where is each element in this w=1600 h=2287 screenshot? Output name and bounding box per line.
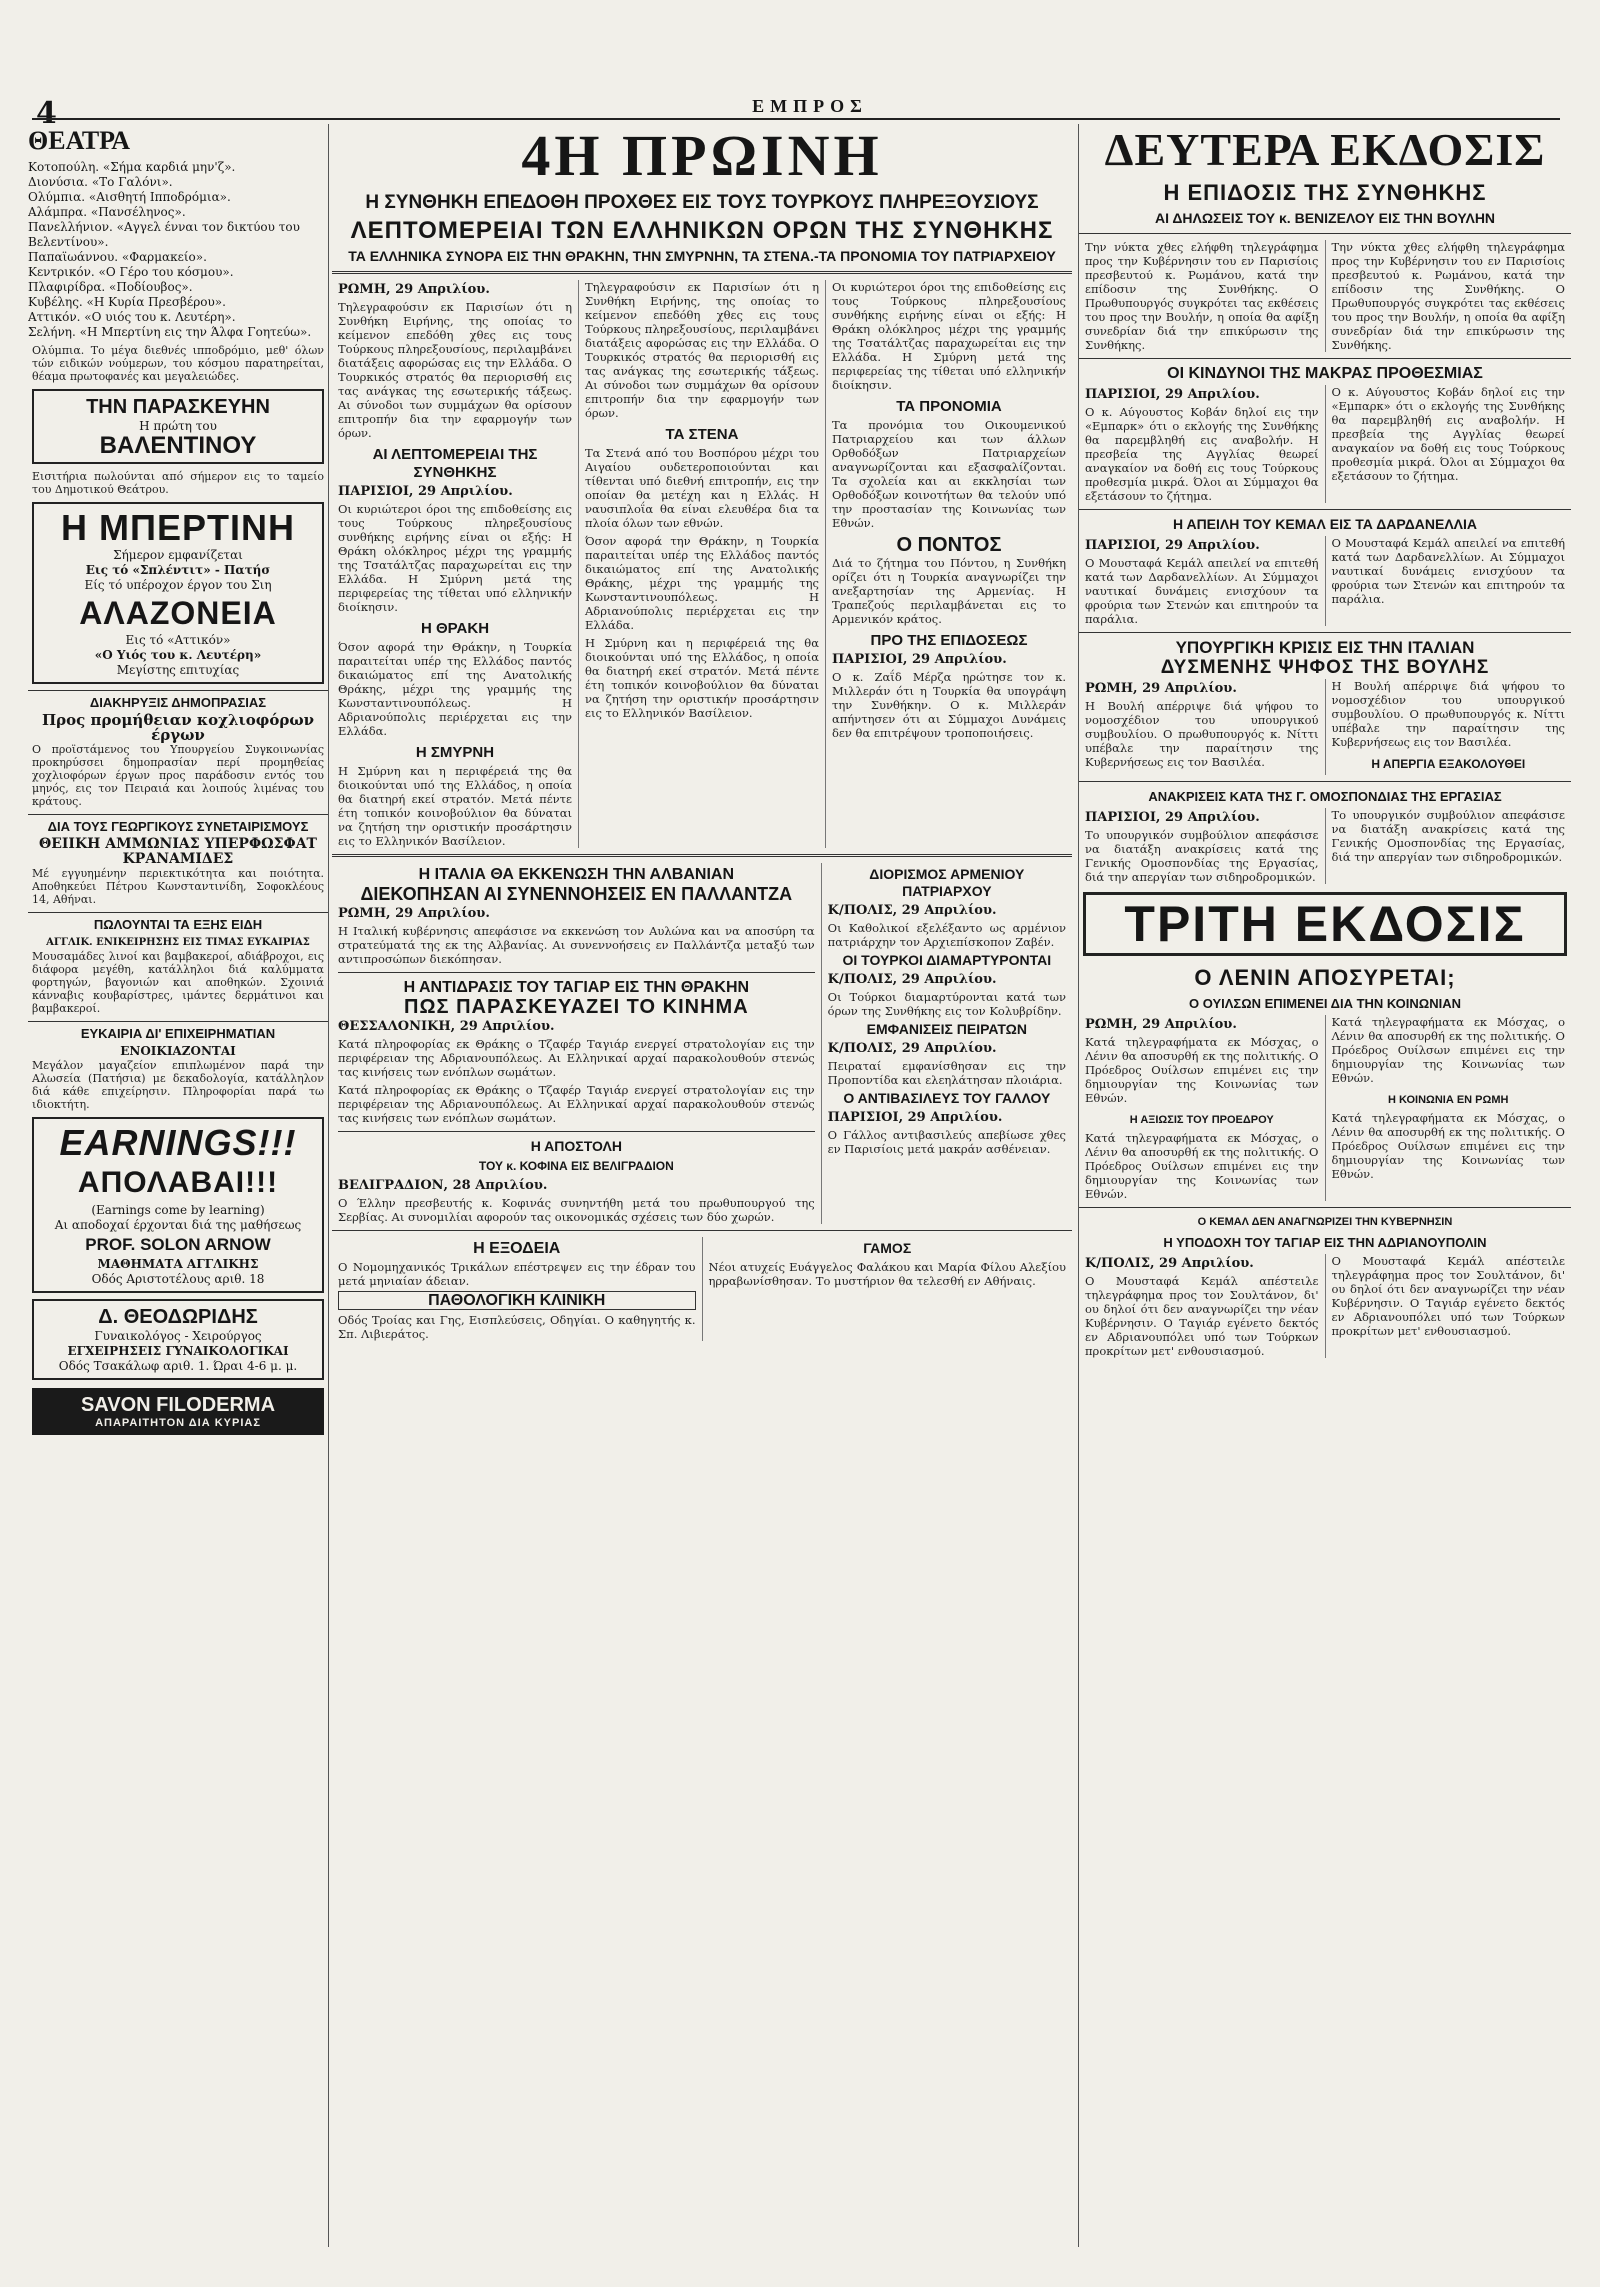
earnings-ad <box>32 1117 324 1293</box>
lenin-col-1 <box>1079 1015 1325 1201</box>
rent-text: Μεγάλον μαγαζείον επιπλωμένον παρά την Αλωσεία (Πατήσια) με δεκαδολογία, κατάλληλον διά κάθε επιχείρησιν. Πληροφορίαι παρά τω ιδιοκτήτη. <box>32 1059 324 1111</box>
theatre-line: Κοτοπούλη. «Σήμα καρδιά μην'ζ». <box>28 160 236 174</box>
theodoridis-sub2: ΕΓΧΕΙΡΗΣΕΙΣ ΓΥΝΑΙΚΟΛΟΓΙΚΑΙ <box>67 1344 289 1358</box>
italy-col-1 <box>1079 679 1325 775</box>
article-text: Οδός Τροίας και Γης, Εισπλεύσεις, Οδηγίαι. Ο καθηγητής κ. Σπ. Λιβιεράτος. <box>338 1313 696 1341</box>
rule <box>1079 358 1571 359</box>
theatre-line: Παπαϊωάννου. «Φαρμακείο». <box>28 250 207 264</box>
theatre-line: Κυβέλης. «Η Κυρία Πρεσβέρου». <box>28 295 226 309</box>
masthead-title: ΕΜΠΡΟΣ <box>752 96 868 116</box>
theatre-line: Πλαφιρίδρα. «Ποδίουβος». <box>28 280 193 294</box>
dateline: ΠΑΡΙΣΙΟΙ, 29 Απριλίου. <box>827 1110 1003 1125</box>
savon-title: SAVON FILODERMA <box>80 1394 276 1416</box>
article-text: Όσον αφορά την Θράκην, η Τουρκία παραιτείται υπέρ της Ελλάδος παντός δικαιώματος επί της Ανατολικής Θράκης, μέχρι της γραμμής της Κωνσταντινουπόλεως. Η Αδριανούπολις περιέρχεται εις την Ελλάδα. <box>338 640 572 738</box>
article-text: Τηλεγραφούσιν εκ Παρισίων ότι η Συνθήκη Ειρήνης, της οποίας το κείμενον επεδόθη χθες εις τους Τούρκους πληρεξουσίους, περιλαμβάνει διατάξεις αφορώσας εις την Ελλάδα. Ο Τουρκικός στρατός θα περιορισθή εις τας ανάγκας της εσωτερικής τάξεως. Αι σύνοδοι των συμμάχων θα ορίσουν επιτροπήν δια την εφαρμογήν των όρων. <box>338 300 572 440</box>
headline-kemal-threat: Η ΑΠΕΙΛΗ ΤΟΥ ΚΕΜΑΛ ΕΙΣ ΤΑ ΔΑΡΔΑΝΕΛΛΙΑ <box>1172 516 1478 532</box>
rule <box>1079 1207 1571 1208</box>
headline-wilson: Ο ΟΥΙΛΣΩΝ ΕΠΙΜΕΝΕΙ ΔΙΑ ΤΗΝ ΚΟΙΝΩΝΙΑΝ <box>1188 996 1461 1011</box>
bertini-title: Η ΜΠΕΡΤΙΝΗ <box>61 507 295 548</box>
venizelos-article <box>1079 240 1571 352</box>
venizelos-col-2 <box>1325 240 1572 352</box>
article-text: Κατά τηλεγραφήματα εκ Μόσχας, ο Λένιν θα αποσυρθή εκ της πολιτικής. Ο Πρόεδρος Ουίλσων επιμένει εις την δημιουργίαν της Κοινωνίας των Εθνών. <box>1085 1035 1319 1105</box>
theodoridis-address: Οδός Τσακάλωφ αριθ. 1. Ώραι 4-6 μ. μ. <box>58 1359 298 1373</box>
lower-articles <box>332 863 1072 1224</box>
arnow-sub: ΜΑΘΗΜΑΤΑ ΑΓΓΛΙΚΗΣ <box>97 1257 259 1271</box>
valentino-name: ΒΑΛΕΝΤΙΝΟΥ <box>99 432 257 459</box>
venizelos-col-1 <box>1079 240 1325 352</box>
cooperatives-products: ΘΕΙΙΚΗ ΑΜΜΩΝΙΑΣ ΥΠΕΡΦΩΣΦΑΤ ΚΡΑΝΑΜΙΔΕΣ <box>39 836 317 867</box>
cooperatives-text: Μέ εγγυημένην περιεκτικότητα και ποιότητα. Αποθηκεύει Πέτρου Κωνσταντινίδη, Σοφοκλέους 14, Αθήναι. <box>32 867 324 906</box>
valentino-heading: ΤΗΝ ΠΑΡΑΣΚΕΥΗΝ <box>86 396 270 418</box>
rule <box>332 271 1072 274</box>
article-text: Κατά πληροφορίας εκ Θράκης ο Τζαφέρ Ταγιάρ ενεργεί στρατολογίαν εις την περιφέρειαν της Αδριανουπόλεως. Αι Ελληνικαί αρχαί παρακολουθούν στενώς τας κινήσεις των ενόπλων σωμάτων. <box>338 1037 815 1079</box>
danger-col-2 <box>1325 385 1572 503</box>
italy-col-2 <box>1325 679 1572 775</box>
lower-right <box>821 863 1072 1224</box>
theatre-list <box>28 160 328 340</box>
headline-venizelos: ΑΙ ΔΗΛΩΣΕΙΣ ΤΟΥ κ. ΒΕΝΙΖΕΛΟΥ ΕΙΣ ΤΗΝ ΒΟΥΛΗΝ <box>1154 210 1496 226</box>
article-text: Κατά τηλεγραφήματα εκ Μόσχας, ο Λένιν θα αποσυρθή εκ της πολιτικής. Ο Πρόεδρος Ουίλσων επιμένει εις την δημιουργίαν της Κοινωνίας των Εθνών. <box>1331 1015 1565 1085</box>
masthead-rule <box>32 118 1560 120</box>
article-text: Οι Τούρκοι διαμαρτύρονται κατά των όρων της Συνθήκης εις τον Κολυβρίδην. <box>827 990 1066 1018</box>
theatre-line: Ολύμπια. «Αισθητή Ιπποδρόμια». <box>28 190 231 204</box>
theatre-heading: ΘΕΑΤΡΑ <box>28 126 130 155</box>
second-edition-banner: ΔΕΥΤΕΡΑ ΕΚΔΟΣΙΣ <box>1104 124 1546 175</box>
rent-subhead: ΕΝΟΙΚΙΑΖΟΝΤΑΙ <box>120 1044 236 1058</box>
theatre-line: Διονύσια. «Το Γαλόνι». <box>28 175 173 189</box>
section-heading: ΠΡΟ ΤΗΣ ΕΠΙΔΟΣΕΩΣ <box>870 632 1028 649</box>
lower-left <box>332 863 821 1224</box>
dateline: ΒΕΛΙΓΡΑΔΙΟΝ, 28 Απριλίου. <box>338 1178 548 1193</box>
alazoneia-line: «Ο Υιός του κ. Λευτέρη» <box>94 648 262 662</box>
edition-banner: 4Η ΠΡΩΙΝΗ <box>521 124 883 188</box>
theatre-line: Πανελλήνιον. «Αγγελ ένναι τον δικτύου του Βελεντίνου». <box>28 220 300 249</box>
dateline: Κ/ΠΟΛΙΣ, 29 Απριλίου. <box>827 972 997 987</box>
dateline: ΡΩΜΗ, 29 Απριλίου. <box>338 906 490 921</box>
article-text: Ο Νομομηχανικός Τρικάλων επέστρεψεν εις την έδραν του μετά μηνιαίαν άδειαν. <box>338 1260 696 1288</box>
bertini-ad <box>32 502 324 684</box>
article-columns <box>332 280 1072 848</box>
article-text: Τηλεγραφούσιν εκ Παρισίων ότι η Συνθήκη Ειρήνης, της οποίας το κείμενον επεδόθη χθες εις τους Τούρκους πληρεξουσίους, περιλαμβάνει διατάξεις αφορώσας εις την Ελλάδα. Ο Τουρκικός στρατός θα περιορισθή εις τας ανάγκας της εσωτερικής τάξεως. Αι σύνοδοι των συμμάχων θα ορίσουν επιτροπήν δια την εφαρμογήν των όρων. <box>585 280 819 420</box>
section-heading: ΤΑ ΣΤΕΝΑ <box>665 426 739 443</box>
article-text: Κατά πληροφορίας εκ Θράκης ο Τζαφέρ Ταγιάρ ενεργεί στρατολογίαν εις την περιφέρειαν της Αδριανουπόλεως. Αι Ελληνικαί αρχαί παρακολουθούν στενώς τας κινήσεις των ενόπλων σωμάτων. <box>338 1083 815 1125</box>
article-text: Τα προνόμια του Οικουμενικού Πατριαρχείου και των άλλων Ορθοδόξων Πατριαρχείων αναγνωρίζονται και εξασφαλίζονται. Τα σχολεία και αι εκκλησίαι των Ορθοδόξων κοινοτήτων θα τελούν υπό την προστασίαν της Κοινωνίας των Εθνών. <box>832 418 1066 530</box>
savon-ad <box>32 1388 324 1435</box>
article-text: Νέοι ατυχείς Ευάγγελος Φαλάκου και Μαρία Φίλου Αλεξίου ηρραβωνίσθησαν. Το μυστήριον θα τελεσθή εν Αθήναις. <box>708 1260 1066 1288</box>
headline-lenin: Ο ΛΕΝΙΝ ΑΠΟΣΥΡΕΤΑΙ; <box>1194 965 1456 990</box>
notices-left <box>332 1237 702 1341</box>
danger-article <box>1079 385 1571 503</box>
bertini-line: Σήμερον εμφανίζεται <box>113 548 243 562</box>
article-text: Η Σμύρνη και η περιφέρειά της θα διοικούνται υπό της Ελλάδος, η οποία θα διατηρή εκεί στρατόν. Μετά πέντε έτη τοπικόν κοινοβούλιον θα δύναται να ζητήση την οριστικήν προσάρτησιν εις το Ελληνικόν Βασίλειον. <box>585 636 819 720</box>
labor-article <box>1079 808 1571 884</box>
headline-anti: Ο ΑΝΤΙΒΑΣΙΛΕΥΣ ΤΟΥ ΓΑΛΛΟΥ <box>843 1090 1051 1106</box>
rule <box>332 1230 1072 1231</box>
auction-heading: ΔΙΑΚΗΡΥΞΙΣ ΔΗΜΟΠΡΑΣΙΑΣ <box>28 690 328 711</box>
headline-danger: ΟΙ ΚΙΝΔΥΝΟΙ ΤΗΣ ΜΑΚΡΑΣ ΠΡΟΘΕΣΜΙΑΣ <box>1167 365 1483 382</box>
cooperatives-heading: ΔΙΑ ΤΟΥΣ ΓΕΩΡΓΙΚΟΥΣ ΣΥΝΕΤΑΙΡΙΣΜΟΥΣ <box>28 814 328 835</box>
headline-borders: ΤΑ ΕΛΛΗΝΙΚΑ ΣΥΝΟΡΑ ΕΙΣ ΤΗΝ ΘΡΑΚΗΝ, ΤΗΝ ΣΜΥΡΝΗΝ, ΤΑ ΣΤΕΝΑ.-ΤΑ ΠΡΟΝΟΜΙΑ ΤΟΥ ΠΑΤΡΙΑΡΧΕΙΟΥ <box>348 248 1056 264</box>
sales-heading: ΠΩΛΟΥΝΤΑΙ ΤΑ ΕΞΗΣ ΕΙΔΗ <box>28 912 328 933</box>
rule <box>332 854 1072 857</box>
article-text: Οι Καθολικοί εξελέξαντο ως αρμένιον πατριάρχην τον Αρχιεπίσκοπον Ζαβέν. <box>827 921 1066 949</box>
rule <box>1079 632 1571 633</box>
labor-col-1 <box>1079 808 1325 884</box>
article-text: Τα Στενά από του Βοσπόρου μέχρι του Αιγαίου ουδετεροποιούνται και τίθενται υπό διεθνή επιτροπήν, εις την οποίαν θα μετέχη και η Ελλάς. Η ναυσιπλοΐα θα είναι ελευθέρα δια τα πλοία όλων των εθνών. <box>585 446 819 530</box>
section-heading: Η ΑΞΙΩΣΙΣ ΤΟΥ ΠΡΟΕΔΡΟΥ <box>1129 1114 1274 1126</box>
dateline: Κ/ΠΟΛΙΣ, 29 Απριλίου. <box>827 903 997 918</box>
headline-patriarch: ΔΙΟΡΙΣΜΟΣ ΑΡΜΕΝΙΟΥ ΠΑΤΡΙΑΡΧΟΥ <box>869 866 1025 899</box>
dateline: ΡΩΜΗ, 29 Απριλίου. <box>338 282 490 297</box>
article-text: Ο Μουσταφά Κεμάλ απέστειλε τηλεγράφημα προς τον Σουλτάνον, δι' ου δηλοί ότι δεν αναγνωρίζει την νέαν Κυβέρνησιν. Ο Ταγιάρ εγένετο δεκτός εν Αδριανουπόλει υπό των Τούρκων προκρίτων μετ' ενθουσιασμού. <box>1085 1274 1319 1358</box>
reception-article <box>1079 1254 1571 1358</box>
valentino-sub: Η πρώτη του <box>139 419 217 433</box>
dateline: ΠΑΡΙΣΙΟΙ, 29 Απριλίου. <box>338 484 513 499</box>
alazoneia-line: Μεγίστης επιτυχίας <box>116 663 240 677</box>
article-text: Η Ιταλική κυβέρνησις απεφάσισε να εκκενώση τον Αυλώνα και να αποσύρη τα στρατεύματά της εκ της Αλβανίας. Αι συνεννοήσεις εν Παλλάντζα μεταξύ των αντιπροσώπων διεκόπησαν. <box>338 924 815 966</box>
headline-mission-sub: ΤΟΥ κ. ΚΟΦΙΝΑ ΕΙΣ ΒΕΛΙΓΡΑΔΙΟΝ <box>478 1159 674 1173</box>
headline-turks-protest: ΟΙ ΤΟΥΡΚΟΙ ΔΙΑΜΑΡΤΥΡΟΝΤΑΙ <box>842 952 1052 968</box>
article-text: Ο κ. Αύγουστος Κοβάν δηλοί εις την «Εμπαρκ» ότι ο εκλογής της Συνθήκης θα παρεμβληθή εις αναβολήν. Η πρεσβεία της Αγγλίας θεωρεί αναγκαίον να δοθή εις τους Τούρκους προθεσμία μικρά. Όλοι αι Σύμμαχοι θα εξετάσουν το ζήτημα. <box>1331 385 1565 483</box>
dateline: ΠΑΡΙΣΙΟΙ, 29 Απριλίου. <box>1085 387 1260 402</box>
auction-subhead: Προς προμήθειαν κοχλιοφόρων έργων <box>41 711 315 744</box>
article-text: Διά το ζήτημα του Πόντου, η Συνθήκη ορίζει ότι η Τουρκία αναγνωρίζει την ανεξαρτησίαν της Αρμενίας. Η Τραπεζούς περιλαμβάνεται εις το Αρμενικόν κράτος. <box>832 556 1066 626</box>
headline-pallanza: ΔΙΕΚΟΠΗΣΑΝ ΑΙ ΣΥΝΕΝΝΟΗΣΕΙΣ ΕΝ ΠΑΛΛΑΝΤΖΑ <box>360 884 793 904</box>
savon-sub: ΑΠΑΡΑΙΤΗΤΟΝ ΔΙΑ ΚΥΡΙΑΣ <box>95 1417 261 1429</box>
third-edition-banner <box>1083 892 1567 956</box>
italy-article <box>1079 679 1571 775</box>
article-text: Ο Μουσταφά Κεμάλ απειλεί να επιτεθή κατά των Δαρδανελλίων. Αι Σύμμαχοι ναυτικαί δυνάμεις ενισχύουν τα φρούρια των Στενών και επιτηρούν τα παράλια. <box>1331 536 1565 606</box>
olympia-note: Ολύμπια. Το μέγα διεθνές ιπποδρόμιο, μεθ' όλων τών ειδικών νούμερων, του κόσμου παρατηρείται, θέαμα πρωτοφανές και μεγαλειώδες. <box>32 344 324 383</box>
bertini-line: Είς τό υπέροχον έργον του Σιη <box>84 578 272 592</box>
article-text: Η Βουλή απέρριψε διά ψήφου το νομοσχέδιον του υπουργικού συμβουλίου. Ο πρωθυπουργός κ. Νίττι υπέβαλε την παραίτησιν της Κυβερνήσεως εις τον Βασιλέα. <box>1085 699 1319 769</box>
dateline: ΡΩΜΗ, 29 Απριλίου. <box>1085 1017 1237 1032</box>
article-text: Οι κυριώτεροι όροι της επιδοθείσης εις τους Τούρκους πληρεξουσίους συνθήκης ειρήνης είναι οι εξής: Η Θράκη ολόκληρος μέχρι της γραμμής της Τσατάλτζας παραχωρείται εις την Ελλάδα. Η Σμύρνη μετά της περιφερείας της τίθεται υπό ελληνικήν διοίκησιν. <box>832 280 1066 392</box>
dateline: Κ/ΠΟΛΙΣ, 29 Απριλίου. <box>1085 1256 1254 1271</box>
section-heading: Η ΘΡΑΚΗ <box>420 620 490 637</box>
article-text: Κατά τηλεγραφήματα εκ Μόσχας, ο Λένιν θα αποσυρθή εκ της πολιτικής. Ο Πρόεδρος Ουίλσων επιμένει εις την δημιουργίαν της Κοινωνίας των Εθνών. <box>1085 1131 1319 1201</box>
left-column <box>28 124 329 2247</box>
article-text: Η Σμύρνη και η περιφέρειά της θα διοικούνται υπό της Ελλάδος, η οποία θα διατηρή εκεί στρατόν. Μετά πέντε έτη τοπικόν κοινοβούλιον θα δύναται να ζητήση την οριστικήν προσάρτησιν εις το Ελληνικόν Βασίλειον. <box>338 764 572 848</box>
earnings-title: EARNINGS!!! <box>59 1122 297 1163</box>
theodoridis-sub: Γυναικολόγος - Χειρούργος <box>94 1329 262 1343</box>
dateline: ΠΑΡΙΣΙΟΙ, 29 Απριλίου. <box>1085 538 1260 553</box>
theatre-line: Κεντρικόν. «Ο Γέρο του κόσμου». <box>28 265 234 279</box>
section-heading: Η ΣΜΥΡΝΗ <box>415 744 495 761</box>
headline-italy-crisis: ΥΠΟΥΡΓΙΚΗ ΚΡΙΣΙΣ ΕΙΣ ΤΗΝ ΙΤΑΛΙΑΝ <box>1175 638 1475 657</box>
reception-col-1 <box>1079 1254 1325 1358</box>
labor-col-2 <box>1325 808 1572 884</box>
reception-col-2 <box>1325 1254 1572 1358</box>
theatre-line: Αλάμπρα. «Πανσέληνος». <box>28 205 186 219</box>
headline-marriage: ΓΑΜΟΣ <box>863 1240 912 1256</box>
dateline: ΡΩΜΗ, 29 Απριλίου. <box>1085 681 1237 696</box>
article-text: Κατά τηλεγραφήματα εκ Μόσχας, ο Λένιν θα αποσυρθή εκ της πολιτικής. Ο Πρόεδρος Ουίλσων επιμένει εις την δημιουργίαν της Κοινωνίας των Εθνών. <box>1331 1111 1565 1181</box>
headline-exodus: Η ΕΞΟΔΕΙΑ <box>473 1240 561 1257</box>
rule <box>338 1131 815 1132</box>
headline-treaty-delivered: Η ΣΥΝΘΗΚΗ ΕΠΕΔΟΘΗ ΠΡΟΧΘΕΣ ΕΙΣ ΤΟΥΣ ΤΟΥΡΚΟΥΣ ΠΛΗΡΕΞΟΥΣΙΟΥΣ <box>365 192 1039 213</box>
article-text: Η Βουλή απέρριψε διά ψήφου το νομοσχέδιον του υπουργικού συμβουλίου. Ο πρωθυπουργός κ. Νίττι υπέβαλε την παραίτησιν της Κυβερνήσεως εις τον Βασιλέα. <box>1331 679 1565 749</box>
headline-italy-vote: ΔΥΣΜΕΝΗΣ ΨΗΦΟΣ ΤΗΣ ΒΟΥΛΗΣ <box>1160 657 1490 678</box>
lenin-article <box>1079 1015 1571 1201</box>
bottom-notices <box>332 1237 1072 1341</box>
rule <box>1079 509 1571 510</box>
headline-tagiar: Η ΑΝΤΙΔΡΑΣΙΣ ΤΟΥ ΤΑΓΙΑΡ ΕΙΣ ΤΗΝ ΘΡΑΚΗΝ <box>403 979 750 996</box>
middle-column <box>332 124 1072 2247</box>
article-col-3 <box>825 280 1072 848</box>
article-col-2 <box>578 280 825 848</box>
dateline: Κ/ΠΟΛΙΣ, 29 Απριλίου. <box>827 1041 997 1056</box>
headline-treaty-delivery: Η ΕΠΙΔΟΣΙΣ ΤΗΣ ΣΥΝΘΗΚΗΣ <box>1163 180 1487 205</box>
article-text: Το υπουργικόν συμβούλιον απεφάσισε να διατάξη ανακρίσεις κατά της Γενικής Ομοσπονδίας της Εργασίας, διά την απεργίαν των σιδηροδρομικών. <box>1085 828 1319 884</box>
headline-albania: Η ΙΤΑΛΙΑ ΘΑ ΕΚΚΕΝΩΣΗ ΤΗΝ ΑΛΒΑΝΙΑΝ <box>418 866 734 883</box>
section-heading: Ο ΠΟΝΤΟΣ <box>896 534 1002 556</box>
article-text: Ο κ. Ζαΐδ Μέρζα ηρώτησε τον κ. Μιλλεράν ότι η Τουρκία θα υπογράψη την Συνθήκην. Ο κ. Μιλλεράν απήντησεν ότι αι Σύμμαχοι Δυνάμεις δεν θα επιτρέψουν τροποποιήσεις. <box>832 670 1066 740</box>
section-heading: Η ΑΠΕΡΓΙΑ ΕΞΑΚΟΛΟΥΘΕΙ <box>1371 757 1526 771</box>
headline-treaty-details: ΛΕΠΤΟΜΕΡΕΙΑΙ ΤΩΝ ΕΛΛΗΝΙΚΩΝ ΟΡΩΝ ΤΗΣ ΣΥΝΘΗΚΗΣ <box>350 217 1054 244</box>
article-text: Ο κ. Αύγουστος Κοβάν δηλοί εις την «Εμπαρκ» ότι ο εκλογής της Συνθήκης θα παρεμβληθή εις αναβολήν. Η πρεσβεία της Αγγλίας θεωρεί αναγκαίον να δοθή εις τους Τούρκους προθεσμία μικρά. Όλοι αι Σύμμαχοι θα εξετάσουν το ζήτημα. <box>1085 405 1319 503</box>
kemal-article <box>1079 536 1571 626</box>
headline-tagiar-reception: Η ΥΠΟΔΟΧΗ ΤΟΥ ΤΑΓΙΑΡ ΕΙΣ ΤΗΝ ΑΔΡΙΑΝΟΥΠΟΛΙΝ <box>1163 1235 1487 1250</box>
article-text: Ο Γάλλος αντιβασιλεύς απεβίωσε χθες εν Παρισίοις μετά μακράν ασθένειαν. <box>827 1128 1066 1156</box>
bertini-line: Εις τό «Σπλέντιτ» - Πατήσ <box>85 563 271 577</box>
arnow-name: PROF. SOLON ARNOW <box>85 1235 271 1254</box>
earnings-text: Αι αποδοχαί έρχονται διά της μαθήσεως <box>54 1218 302 1232</box>
article-text: Όσον αφορά την Θράκην, η Τουρκία παραιτείται υπέρ της Ελλάδος παντός δικαιώματος επί της Ανατολικής Θράκης, μέχρι της γραμμής της Κωνσταντινουπόλεως. Η Αδριανούπολις περιέρχεται εις την Ελλάδα. <box>585 534 819 632</box>
dateline: ΠΑΡΙΣΙΟΙ, 29 Απριλίου. <box>1085 810 1260 825</box>
sales-text: Μουσαμάδες λινοί και βαμβακεροί, αδιάβροχοι, εις διάφορα μεγέθη, κατάλληλοι διά καλύμματα φορτηγών, βαγονιών και αποθηκών. Σχοινιά κάνναβις κουβαρίστρες, ιμάντες δερμάτινοι και βαμβακεροί. <box>32 950 324 1015</box>
article-text: Ο Μουσταφά Κεμάλ απειλεί να επιτεθή κατά των Δαρδανελλίων. Αι Σύμμαχοι ναυτικαί δυνάμεις ενισχύουν τα φρούρια των Στενών και επιτηρούν τα παράλια. <box>1085 556 1319 626</box>
headline-kemal-government: Ο ΚΕΜΑΛ ΔΕΝ ΑΝΑΓΝΩΡΙΖΕΙ ΤΗΝ ΚΥΒΕΡΝΗΣΙΝ <box>1197 1216 1453 1228</box>
headline-tagiar-movement: ΠΩΣ ΠΑΡΑΣΚΕΥΑΖΕΙ ΤΟ ΚΙΝΗΜΑ <box>404 996 749 1018</box>
article-text: Ο Έλλην πρεσβευτής κ. Κοφινάς συνηντήθη μετά του πρωθυπουργού της Σερβίας. Αι συνομιλίαι αφορούν τας οικονομικάς σχέσεις των δύο χωρών. <box>338 1196 815 1224</box>
sales-subhead: ΑΓΓΛΙΚ. ΕΝΙΚΕΙΡΗΣΗΣ ΕΙΣ ΤΙΜΑΣ ΕΥΚΑΙΡΙΑΣ <box>46 937 310 948</box>
section-heading: ΑΙ ΛΕΠΤΟΜΕΡΕΙΑΙ ΤΗΣ ΣΥΝΘΗΚΗΣ <box>372 446 538 481</box>
arnow-address: Οδός Αριστοτέλους αριθ. 18 <box>91 1272 265 1286</box>
rent-heading: ΕΥΚΑΙΡΙΑ ΔΙ' ΕΠΙΧΕΙΡΗΜΑΤΙΑΝ <box>28 1021 328 1042</box>
dateline: ΠΑΡΙΣΙΟΙ, 29 Απριλίου. <box>832 652 1007 667</box>
notices-right <box>702 1237 1073 1341</box>
danger-col-1 <box>1079 385 1325 503</box>
headline-mission: Η ΑΠΟΣΤΟΛΗ <box>530 1138 622 1154</box>
lenin-col-2 <box>1325 1015 1572 1201</box>
article-text: Την νύκτα χθες ελήφθη τηλεγράφημα προς την Κυβέρνησιν του εν Παρισίοις πρεσβευτού κ. Ρωμάνου, κατά την επίδοσιν της Συνθήκης. Ο Πρωθυπουργός συγκρότει τας εκθέσεις του προς την Βουλήν, η οποία θα αφίξη συνεδρίαν διά την επικύρωσιν της Συνθήκης. <box>1331 240 1565 352</box>
kemal-col-2 <box>1325 536 1572 626</box>
article-col-1 <box>332 280 578 848</box>
page-number: 4 <box>36 96 57 131</box>
alazoneia-title: ΑΛΑΖΟΝΕΙΑ <box>79 595 277 631</box>
article-text: Πειραταί εμφανίσθησαν εις την Προποντίδα και ελεηλάτησαν πλοιάρια. <box>827 1059 1066 1087</box>
earnings-greek-title: ΑΠΟΛΑΒΑΙ!!! <box>77 1166 279 1199</box>
rule <box>1079 781 1571 782</box>
theodoridis-ad <box>32 1299 324 1380</box>
article-text: Οι κυριώτεροι όροι της επιδοθείσης εις τους Τούρκους πληρεξουσίους συνθήκης ειρήνης είναι οι εξής: Η Θράκη ολόκληρος μέχρι της γραμμής της Τσατάλτζας παραχωρείται εις την Ελλάδα. Η Σμύρνη μετά της περιφερείας της τίθεται υπό ελληνικήν διοίκησιν. <box>338 502 572 614</box>
rule <box>1079 233 1571 234</box>
dateline: ΘΕΣΣΑΛΟΝΙΚΗ, 29 Απριλίου. <box>338 1019 555 1034</box>
article-text: Την νύκτα χθες ελήφθη τηλεγράφημα προς την Κυβέρνησιν του εν Παρισίοις πρεσβευτού κ. Ρωμάνου, κατά την επίδοσιν της Συνθήκης. Ο Πρωθυπουργός συγκρότει τας εκθέσεις του προς την Βουλήν, η οποία θα αφίξη συνεδρίαν διά την επικύρωσιν της Συνθήκης. <box>1085 240 1319 352</box>
valentino-ad <box>32 389 324 464</box>
article-text: Το υπουργικόν συμβούλιον απεφάσισε να διατάξη ανακρίσεις κατά της Γενικής Ομοσπονδίας της Εργασίας, διά την απεργίαν των σιδηροδρομικών. <box>1331 808 1565 864</box>
earnings-sub: (Earnings come by learning) <box>91 1203 265 1217</box>
right-column <box>1078 124 1571 2247</box>
theatre-line: Αττικόν. «Ο υιός του κ. Λευτέρη». <box>28 310 236 324</box>
section-heading: Η ΚΟΙΝΩΝΙΑ ΕΝ ΡΩΜΗ <box>1388 1094 1509 1106</box>
headline-labor: ΑΝΑΚΡΙΣΕΙΣ ΚΑΤΑ ΤΗΣ Γ. ΟΜΟΣΠΟΝΔΙΑΣ ΤΗΣ ΕΡΓΑΣΙΑΣ <box>1148 789 1502 804</box>
rule <box>338 972 815 973</box>
article-text: Ο Μουσταφά Κεμάλ απέστειλε τηλεγράφημα προς τον Σουλτάνον, δι' ου δηλοί ότι δεν αναγνωρίζει την νέαν Κυβέρνησιν. Ο Ταγιάρ εγένετο δεκτός εν Αδριανουπόλει υπό των Τούρκων προκρίτων μετ' ενθουσιασμού. <box>1331 1254 1565 1338</box>
theatre-line: Σελήνη. «Η Μπερτίνη εις την Άλφα Γοητεύω». <box>28 325 312 339</box>
auction-text: Ο προϊστάμενος του Υπουργείου Συγκοινωνίας προκηρύσσει δημοπρασίαν περί προμηθείας χοχλιοφόρων έργων προς παράδοσιν εντός του μηνός, εις τον Πειραιά και λοιπούς λιμένας του κράτους. <box>32 743 324 808</box>
valentino-note: Εισιτήρια πωλούνται από σήμερον εις το ταμείο του Δημοτικού Θεάτρου. <box>32 470 324 496</box>
theodoridis-name: Δ. ΘΕΟΔΩΡΙΔΗΣ <box>98 1306 258 1328</box>
alazoneia-line: Εις τό «Αττικόν» <box>125 633 231 647</box>
kemal-col-1 <box>1079 536 1325 626</box>
headline-clinic: ΠΑΘΟΛΟΓΙΚΗ ΚΛΙΝΙΚΗ <box>338 1291 696 1310</box>
headline-pirates: ΕΜΦΑΝΙΣΕΙΣ ΠΕΙΡΑΤΩΝ <box>866 1021 1028 1037</box>
section-heading: ΤΑ ΠΡΟΝΟΜΙΑ <box>896 398 1002 415</box>
third-edition-title: ΤΡΙΤΗ ΕΚΔΟΣΙΣ <box>1124 896 1526 952</box>
